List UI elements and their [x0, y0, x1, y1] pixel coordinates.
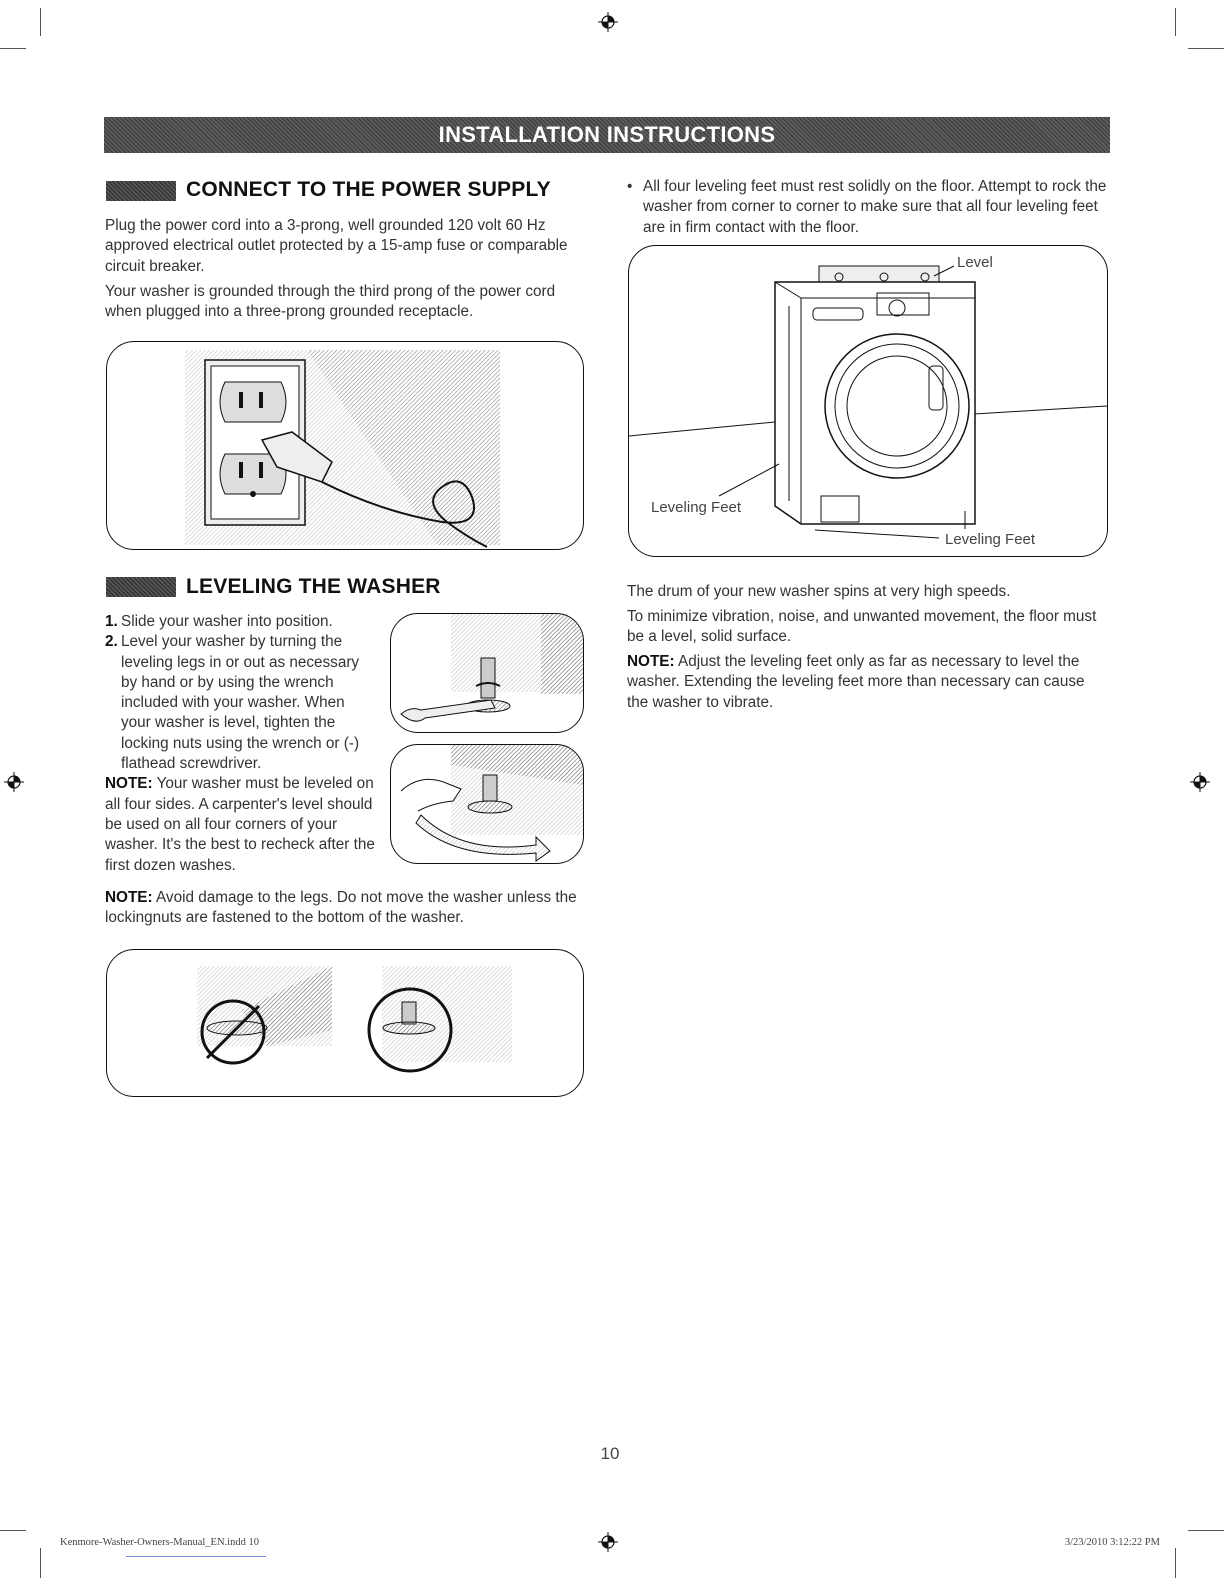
- leveling-heading: LEVELING THE WASHER: [186, 575, 441, 598]
- crop-mark: [1188, 1530, 1224, 1531]
- step-text: Slide your washer into position.: [121, 613, 333, 630]
- step-number: 1.: [105, 613, 118, 630]
- footer-rule: [126, 1556, 266, 1557]
- step-text: Level your washer by turning the leveling legs in or out as necessary by hand or by using the wrench included with your washer. When your washer is level, tighten the locking nuts using the wrench or (-) flathead screwdriver.: [121, 633, 360, 773]
- crop-mark: [1175, 8, 1176, 36]
- note-label: NOTE:: [105, 889, 153, 906]
- crop-mark: [40, 8, 41, 36]
- crop-mark: [0, 48, 26, 49]
- footer-filename: Kenmore-Washer-Owners-Manual_EN.indd 10: [60, 1537, 259, 1548]
- registration-mark-icon: [1190, 772, 1210, 792]
- note-text: Your washer must be leveled on all four sides. A carpenter's level should be used on all four corners of your washer. It's the best to recheck after the first dozen washes.: [105, 775, 375, 874]
- bullet-item: [627, 177, 1107, 238]
- washer-level-illustration: [628, 245, 1108, 557]
- list-item: [105, 632, 380, 774]
- power-heading: CONNECT TO THE POWER SUPPLY: [186, 178, 551, 201]
- bullet-text: All four leveling feet must rest solidly on the floor. Attempt to rock the washer from corner to corner to make sure that all four leveling feet are in firm contact with the floor.: [643, 178, 1107, 236]
- note-text: Avoid damage to the legs. Do not move the washer unless the lockingnuts are fastened to the bottom of the washer.: [105, 889, 577, 927]
- note-label: NOTE:: [105, 775, 153, 793]
- step-number: 2.: [105, 633, 118, 651]
- crop-mark: [40, 1548, 41, 1578]
- bullet-icon: •: [627, 178, 633, 195]
- registration-mark-icon: [598, 12, 618, 32]
- level-label: Level: [957, 254, 993, 271]
- wrench-illustration: [390, 613, 584, 733]
- footer-timestamp: 3/23/2010 3:12:22 PM: [1064, 1537, 1160, 1548]
- note-paragraph: [105, 774, 375, 875]
- outlet-illustration: [106, 341, 584, 550]
- page-number: 10: [600, 1444, 620, 1463]
- power-paragraph-1: Plug the power cord into a 3-prong, well grounded 120 volt 60 Hz approved electrical outlet protected by a 15-amp fuse or comparable circuit breaker.: [105, 217, 568, 275]
- note-paragraph: [105, 888, 585, 929]
- crop-mark: [0, 1530, 26, 1531]
- drum-paragraph: The drum of your new washer spins at very high speeds.: [627, 583, 1011, 600]
- registration-mark-icon: [4, 772, 24, 792]
- registration-mark-icon: [598, 1532, 618, 1552]
- power-paragraph-2: Your washer is grounded through the third prong of the power cord when plugged into a three-prong grounded receptacle.: [105, 283, 556, 321]
- note-paragraph: [627, 652, 1107, 713]
- correct-incorrect-illustration: [106, 949, 584, 1097]
- heading-bar: [106, 577, 176, 597]
- crop-mark: [1175, 1548, 1176, 1578]
- leveling-feet-right-label: Leveling Feet: [945, 531, 1036, 548]
- leveling-feet-left-label: Leveling Feet: [651, 499, 742, 516]
- leveling-steps: [105, 612, 380, 876]
- hand-adjust-illustration: [390, 744, 584, 864]
- heading-bar: [106, 181, 176, 201]
- section-banner: INSTALLATION INSTRUCTIONS: [104, 117, 1110, 153]
- vibration-paragraph: To minimize vibration, noise, and unwanted movement, the floor must be a level, solid surface.: [627, 608, 1097, 646]
- crop-mark: [1188, 48, 1224, 49]
- note-text: Adjust the leveling feet only as far as necessary to level the washer. Extending the leveling feet more than necessary can cause the washer to vibrate.: [627, 653, 1085, 711]
- note-label: NOTE:: [627, 653, 675, 670]
- list-item: [105, 612, 380, 632]
